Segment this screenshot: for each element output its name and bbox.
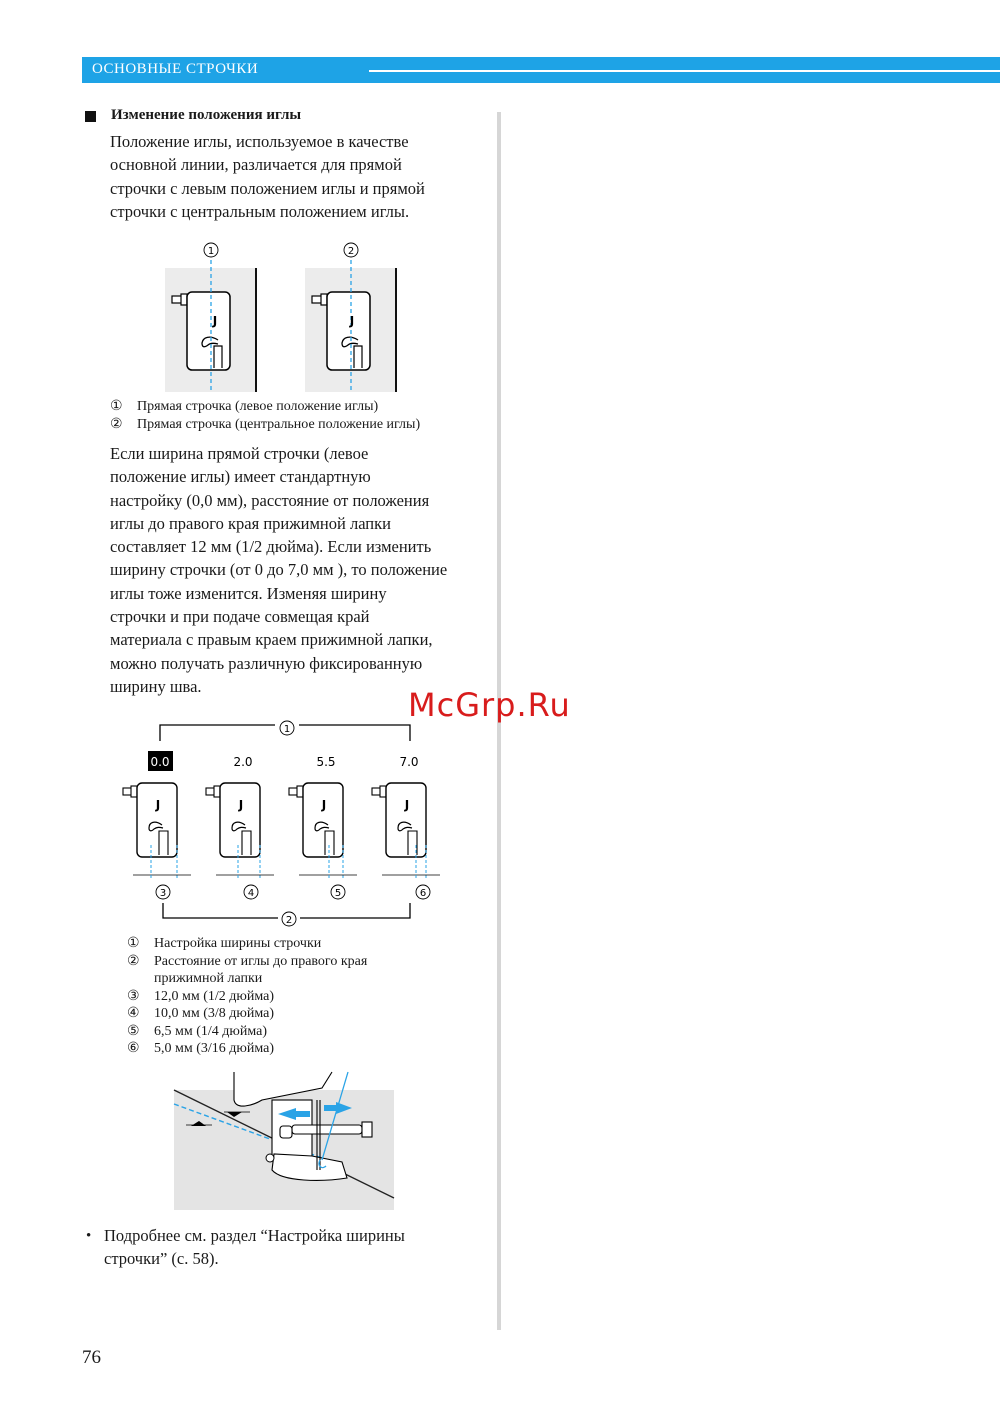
foot-letter: J <box>404 798 410 812</box>
legend-text: Настройка ширины строчки <box>154 936 322 951</box>
text-line: строчки” (с. 58). <box>104 1249 219 1269</box>
legend-text-line: Расстояние от иглы до правого края <box>154 953 368 969</box>
legend-text-line: прижимной лапки <box>154 971 263 986</box>
svg-text:2: 2 <box>347 246 355 257</box>
text-line: иглы тоже изменится. Изменяя ширину <box>110 583 387 603</box>
legend-text: Прямая строчка (левое положение иглы) <box>137 399 379 414</box>
legend-item <box>127 953 367 988</box>
reference-note <box>104 1224 405 1271</box>
foot-letter: J <box>155 798 161 812</box>
intro-paragraph <box>110 130 425 223</box>
legend-text <box>154 953 367 988</box>
text-line: Если ширина прямой строчки (левое <box>110 444 369 463</box>
text-line: строчки с центральным положением иглы. <box>110 201 410 221</box>
figure-stitch-width <box>115 715 455 935</box>
header-title: ОСНОВНЫЕ СТРОЧКИ <box>92 61 259 77</box>
section-header-bar <box>82 57 1000 83</box>
legend-text: 5,0 мм (3/16 дюйма) <box>154 1041 274 1056</box>
width-label-3: 7.0 <box>399 755 419 769</box>
legend-text: Прямая строчка (центральное положение иглы) <box>137 416 421 432</box>
width-label-2: 5.5 <box>316 755 336 769</box>
legend-number: ② <box>110 416 123 432</box>
svg-text:5: 5 <box>334 888 342 899</box>
text-line: иглы до правого края прижимной лапки <box>110 513 391 533</box>
text-line: настройку (0,0 мм), расстояние от положения <box>110 490 430 510</box>
text-line: строчки с левым положением иглы и прямой <box>110 178 425 198</box>
legend-number: ③ <box>127 988 140 1004</box>
page-number: 76 <box>82 1347 101 1368</box>
width-label-0: 0.0 <box>150 755 170 769</box>
watermark: McGrp.Ru <box>408 686 571 724</box>
legend-item <box>127 1040 367 1058</box>
legend-text: 6,5 мм (1/4 дюйма) <box>154 1023 267 1039</box>
foot-letter: J <box>321 798 327 812</box>
foot-letter: J <box>349 314 355 328</box>
figure1-legend <box>110 398 420 433</box>
width-label-1: 2.0 <box>233 755 253 769</box>
legend-item <box>127 935 367 953</box>
bullet-icon: • <box>86 1228 92 1244</box>
text-line: положение иглы) имеет стандартную <box>110 467 371 487</box>
body-paragraph <box>110 442 447 698</box>
legend-text: 10,0 мм (3/8 дюйма) <box>154 1006 274 1021</box>
legend-number: ⑥ <box>127 1041 140 1056</box>
foot-letter: J <box>238 798 244 812</box>
square-bullet-icon <box>85 111 96 122</box>
text-line: Подробнее см. раздел “Настройка ширины <box>104 1226 405 1245</box>
svg-text:3: 3 <box>159 888 167 899</box>
header-rule <box>369 70 1000 72</box>
legend-number: ① <box>110 399 123 414</box>
legend-item <box>127 988 367 1006</box>
svg-text:2: 2 <box>285 915 293 926</box>
legend-item <box>110 416 420 434</box>
svg-text:1: 1 <box>207 246 215 257</box>
section-title: Изменение положения иглы <box>111 107 302 123</box>
figure-needle-positions <box>160 240 400 400</box>
text-line: составляет 12 мм (1/2 дюйма). Если изменить <box>110 537 432 557</box>
legend-number: ② <box>127 953 140 969</box>
text-line: можно получать различную фиксированную <box>110 653 423 673</box>
legend-text: 12,0 мм (1/2 дюйма) <box>154 988 274 1004</box>
svg-text:4: 4 <box>247 888 255 899</box>
legend-number: ④ <box>127 1006 140 1021</box>
text-line: Положение иглы, используемое в качестве <box>110 132 409 151</box>
text-line: материала с правым краем прижимной лапки, <box>110 630 433 650</box>
text-line: строчки и при подаче совмещая край <box>110 607 370 627</box>
foot-letter: J <box>212 314 218 328</box>
figure-sewing-illustration <box>172 1070 397 1210</box>
figure2-legend <box>127 935 367 1058</box>
text-line: ширину строчки (от 0 до 7,0 мм ), то положение <box>110 560 448 580</box>
legend-number: ⑤ <box>127 1023 140 1039</box>
svg-text:6: 6 <box>419 888 427 899</box>
legend-item <box>127 1005 367 1023</box>
legend-number: ① <box>127 936 140 951</box>
legend-item <box>127 1023 367 1041</box>
text-line: основной линии, различается для прямой <box>110 155 402 175</box>
text-line: ширину шва. <box>110 676 202 696</box>
svg-text:1: 1 <box>283 724 291 735</box>
legend-item <box>110 398 420 416</box>
